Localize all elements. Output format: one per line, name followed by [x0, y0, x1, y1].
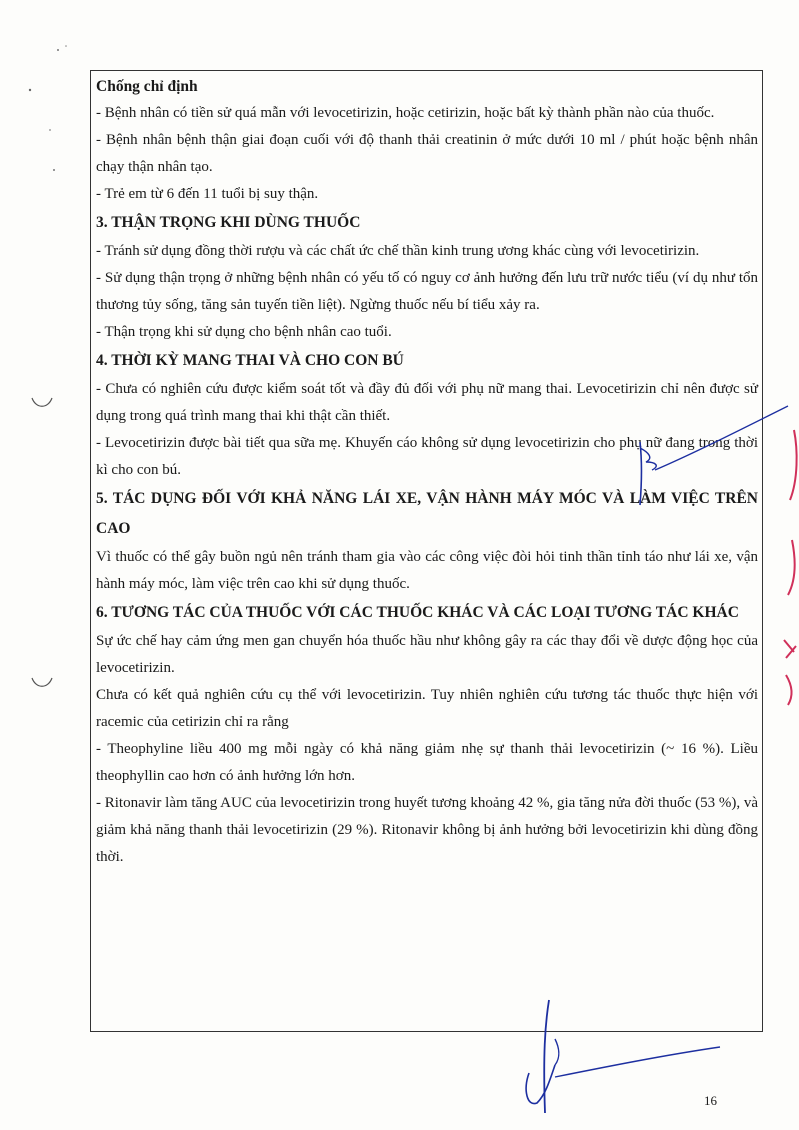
- section-6-heading: 6. TƯƠNG TÁC CỦA THUỐC VỚI CÁC THUỐC KHÁC VÀ CÁC LOẠI TƯƠNG TÁC KHÁC: [96, 604, 739, 621]
- contraindications-heading: Chống chỉ định: [96, 78, 198, 95]
- contraindication-item: - Bệnh nhân có tiền sử quá mẫn với levocetirizin, hoặc cetirizin, hoặc bất kỳ thành phần nào của thuốc.: [96, 105, 715, 121]
- page-number: 16: [704, 1093, 717, 1108]
- section-6-item: Sự ức chế hay cảm ứng men gan chuyển hóa thuốc hầu như không gây ra các thay đổi về dược động học của levocetirizin.: [96, 633, 758, 676]
- section-3-item: - Tránh sử dụng đồng thời rượu và các chất ức chế thần kinh trung ương khác cùng với levocetirizin.: [96, 243, 700, 259]
- section-6-item: - Ritonavir làm tăng AUC của levocetirizin trong huyết tương khoảng 42 %, gia tăng nửa đời thuốc (53 %), và giảm khả năng thanh thải levocetirizin (29 %). Ritonavir không bị ảnh hưởng bởi levocetirizin khi dùng đồng thời.: [96, 795, 758, 865]
- section-4-heading: 4. THỜI KỲ MANG THAI VÀ CHO CON BÚ: [96, 352, 404, 369]
- section-6-item: - Theophyline liều 400 mg mỗi ngày có khả năng giảm nhẹ sự thanh thải levocetirizin (~ 16 %). Liều theophyllin cao hơn có ảnh hưởng lớn hơn.: [96, 741, 758, 784]
- binding-mark-icon: [30, 395, 54, 411]
- contraindication-item: - Trẻ em từ 6 đến 11 tuổi bị suy thận.: [96, 186, 319, 202]
- section-3-item: - Sử dụng thận trọng ở những bệnh nhân có yếu tố có nguy cơ ảnh hưởng đến lưu trữ nước tiểu (ví dụ như tổn thương tủy sống, tăng sản tuyến tiền liệt). Ngừng thuốc nếu bí tiểu xảy ra.: [96, 270, 758, 313]
- document-body: [96, 73, 758, 871]
- section-4-item: - Chưa có nghiên cứu được kiểm soát tốt và đầy đủ đối với phụ nữ mang thai. Levocetirizin chỉ nên được sử dụng trong quá trình mang thai khi thật cần thiết.: [96, 381, 758, 424]
- section-5-heading: 5. TÁC DỤNG ĐỐI VỚI KHẢ NĂNG LÁI XE, VẬN HÀNH MÁY MÓC VÀ LÀM VIỆC TRÊN CAO: [96, 490, 758, 537]
- stamp-edge-icon: [776, 420, 799, 710]
- binding-mark-icon: [30, 675, 54, 691]
- section-3-item: - Thận trọng khi sử dụng cho bệnh nhân cao tuổi.: [96, 324, 392, 340]
- section-3-heading: 3. THẬN TRỌNG KHI DÙNG THUỐC: [96, 214, 361, 231]
- section-4-item: - Levocetirizin được bài tiết qua sữa mẹ. Khuyến cáo không sử dụng levocetirizin cho phụ nữ đang trong thời kì cho con bú.: [96, 435, 758, 478]
- section-5-item: Vì thuốc có thể gây buồn ngủ nên tránh tham gia vào các công việc đòi hỏi tinh thần tỉnh táo như lái xe, vận hành máy móc, làm việc trên cao khi sử dụng thuốc.: [96, 549, 758, 592]
- contraindication-item: - Bệnh nhân bệnh thận giai đoạn cuối với độ thanh thải creatinin ở mức dưới 10 ml / phút hoặc bệnh nhân chạy thận nhân tạo.: [96, 132, 758, 175]
- section-6-item: Chưa có kết quả nghiên cứu cụ thể với levocetirizin. Tuy nhiên nghiên cứu tương tác thuốc thực hiện với racemic của cetirizin chỉ ra rằng: [96, 687, 758, 730]
- margin-specks: [20, 30, 70, 190]
